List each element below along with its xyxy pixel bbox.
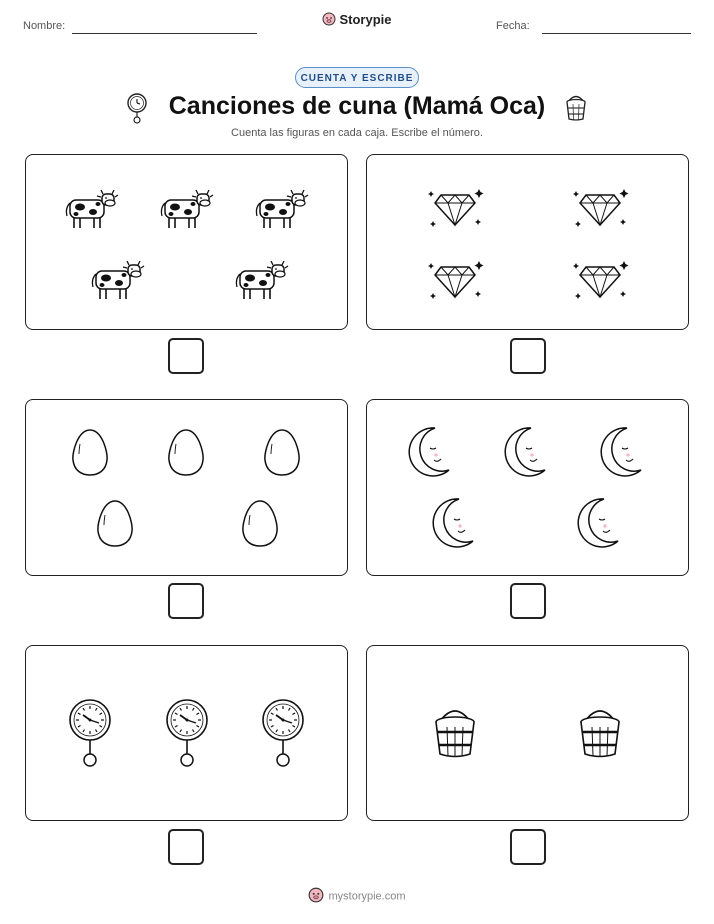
bucket-icon (436, 711, 474, 757)
egg-icon (98, 501, 132, 546)
footer-link[interactable]: mystorypie.com (328, 890, 406, 903)
brand-name: Storypie (339, 12, 392, 27)
clock-icon (263, 700, 303, 766)
egg-icon (169, 430, 203, 475)
bucket-icon (564, 92, 588, 127)
bucket-icon (581, 711, 619, 757)
brand-logo (0, 12, 714, 29)
egg-icon (73, 430, 107, 475)
moon-icon (505, 428, 545, 476)
egg-icon (243, 501, 277, 546)
answer-box-moons[interactable] (510, 583, 546, 619)
diamond-icon (428, 261, 484, 299)
count-box-eggs (25, 399, 348, 576)
clock-icon (70, 700, 110, 766)
activity-badge: CUENTA Y ESCRIBE (295, 67, 419, 88)
diamond-icon (428, 189, 484, 227)
moon-icon (409, 428, 449, 476)
pig-icon (322, 12, 336, 29)
diamond-icon (573, 189, 629, 227)
count-box-clocks (25, 645, 348, 821)
answer-box-clocks[interactable] (168, 829, 204, 865)
footer (0, 887, 714, 906)
count-box-buckets (366, 645, 689, 821)
cow-icon (66, 190, 118, 228)
clock-icon (167, 700, 207, 766)
name-field[interactable] (72, 33, 257, 34)
date-field[interactable] (542, 33, 691, 34)
cow-icon (161, 190, 213, 228)
count-box-diamonds (366, 154, 689, 330)
cow-icon (92, 261, 144, 299)
moon-icon (578, 499, 618, 547)
answer-box-diamonds[interactable] (510, 338, 546, 374)
answer-box-buckets[interactable] (510, 829, 546, 865)
instructions: Cuenta las figuras en cada caja. Escribe el número. (231, 127, 483, 139)
answer-box-eggs[interactable] (168, 583, 204, 619)
name-label: Nombre: (23, 20, 66, 32)
cow-icon (236, 261, 288, 299)
egg-icon (265, 430, 299, 475)
count-box-cows (25, 154, 348, 330)
date-label: Fecha: (496, 20, 530, 32)
page-title: Canciones de cuna (Mamá Oca) (168, 92, 546, 120)
moon-icon (433, 499, 473, 547)
pig-icon (308, 887, 324, 906)
moon-icon (601, 428, 641, 476)
diamond-icon (573, 261, 629, 299)
answer-box-cows[interactable] (168, 338, 204, 374)
count-box-moons (366, 399, 689, 576)
cow-icon (256, 190, 308, 228)
